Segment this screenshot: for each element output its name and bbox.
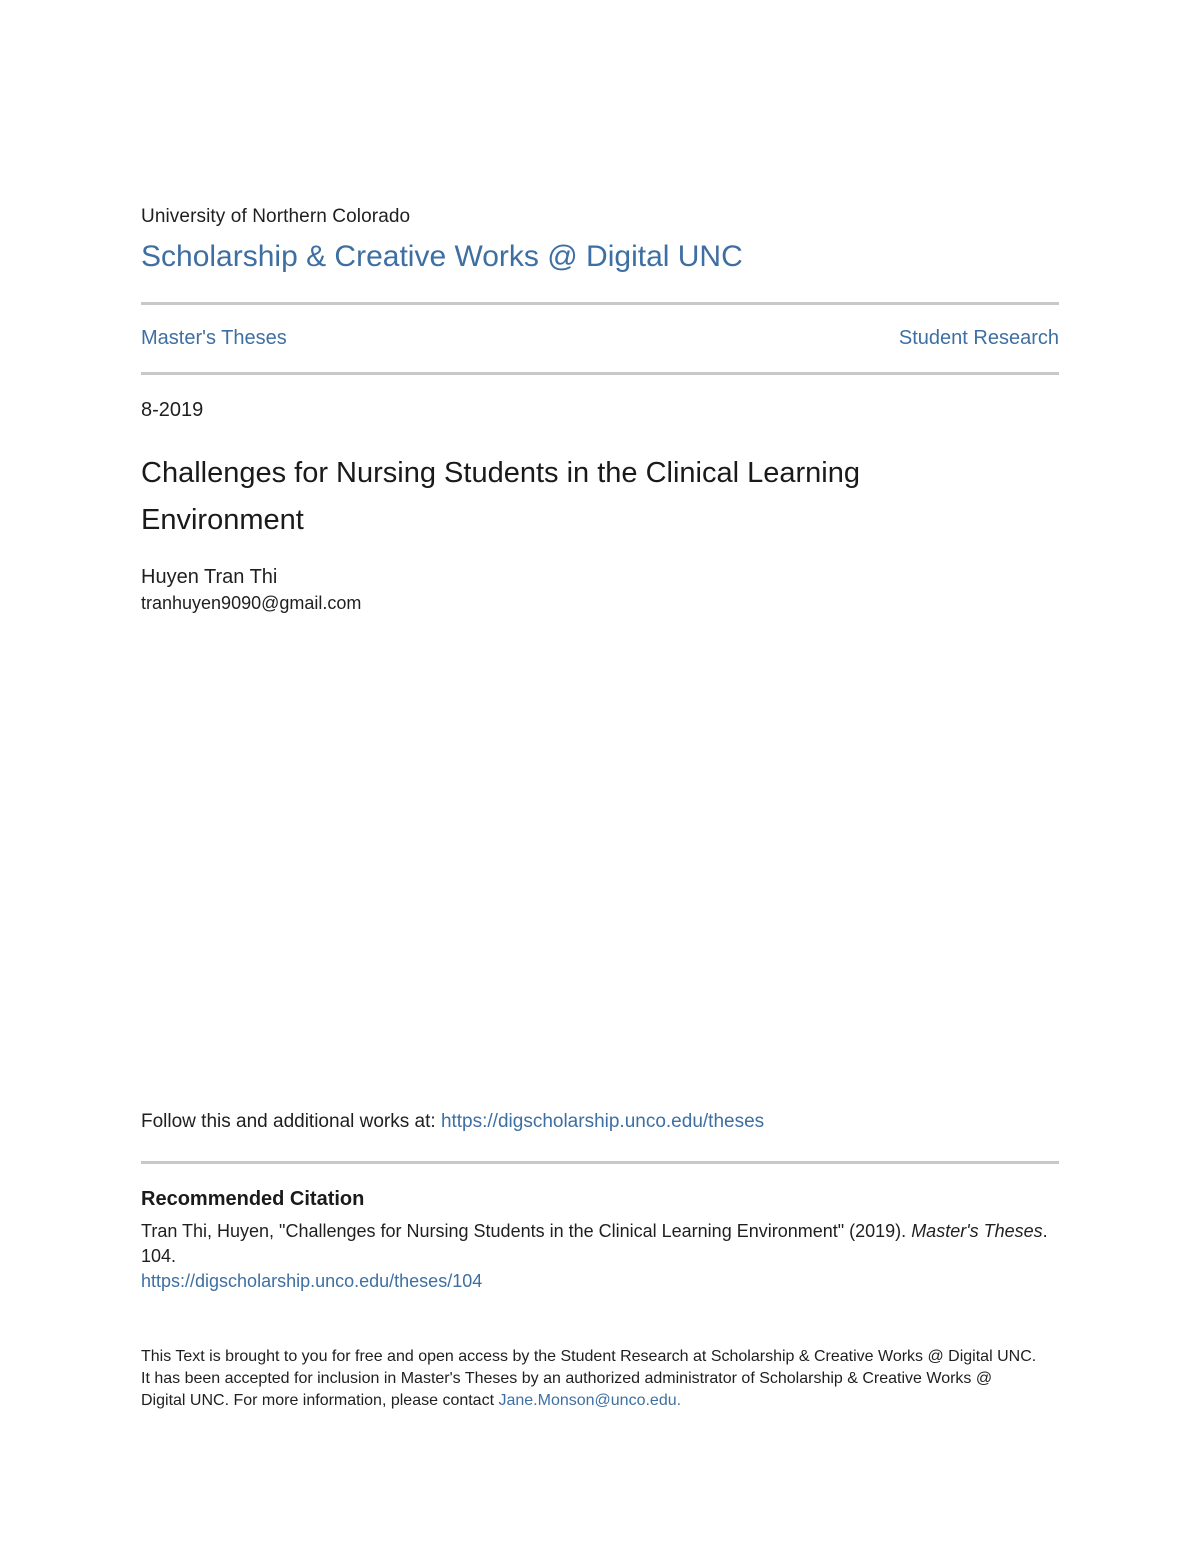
citation-text xyxy=(141,1219,1059,1269)
citation-body: Tran Thi, Huyen, "Challenges for Nursing Students in the Clinical Learning Environment" (2019). xyxy=(141,1221,912,1241)
author-name: Huyen Tran Thi xyxy=(141,566,278,588)
institution-name: University of Northern Colorado xyxy=(141,206,411,227)
notice-text: This Text is brought to you for free and open access by the Student Research at Scholarship & Creative Works @ Digital UNC. It has been accepted for inclusion in Master's Theses by an authorized administrator of Scholarship & Creative Works @ Digital UNC. For more information, please contact xyxy=(141,1348,1037,1409)
masters-theses-link[interactable]: Master's Theses xyxy=(141,327,287,349)
follow-line xyxy=(141,1111,764,1133)
access-notice xyxy=(141,1346,1041,1412)
author-email: tranhuyen9090@gmail.com xyxy=(141,593,362,613)
citation-heading: Recommended Citation xyxy=(141,1188,365,1210)
citation-series: Master's Theses xyxy=(911,1221,1043,1241)
citation-url-link[interactable]: https://digscholarship.unco.edu/theses/104 xyxy=(141,1271,483,1291)
contact-email-link[interactable]: Jane.Monson@unco.edu. xyxy=(498,1392,682,1409)
cover-page xyxy=(141,0,1059,1553)
student-research-link[interactable]: Student Research xyxy=(898,327,1059,349)
document-title: Challenges for Nursing Students in the Clinical Learning Environment xyxy=(141,457,860,536)
citation-number: . 104. xyxy=(141,1221,1048,1266)
publication-date: 8-2019 xyxy=(141,399,204,421)
divider-collections xyxy=(141,372,1059,375)
divider-top xyxy=(141,302,1059,305)
follow-url-link[interactable]: https://digscholarship.unco.edu/theses xyxy=(440,1111,765,1132)
follow-prefix: Follow this and additional works at: xyxy=(141,1111,441,1132)
divider-citation xyxy=(141,1161,1059,1164)
repository-name[interactable]: Scholarship & Creative Works @ Digital UNC xyxy=(141,240,743,273)
